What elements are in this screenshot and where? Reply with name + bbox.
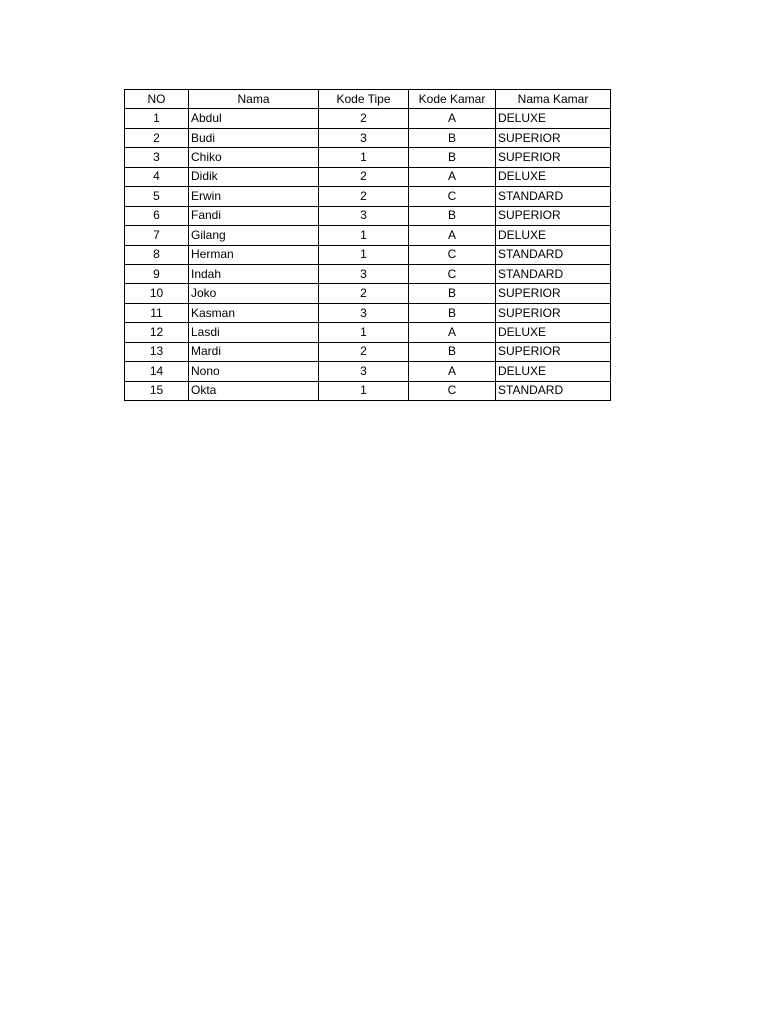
table-row	[125, 303, 611, 322]
header-nama-kamar: Nama Kamar	[496, 90, 611, 109]
table-row	[125, 128, 611, 147]
cell-kode-kamar: A	[409, 362, 496, 381]
cell-nama: Joko	[189, 284, 319, 303]
cell-nama-kamar: SUPERIOR	[496, 342, 611, 361]
table-header	[125, 90, 611, 109]
cell-nama-kamar: SUPERIOR	[496, 303, 611, 322]
cell-nama: Fandi	[189, 206, 319, 225]
cell-nama-kamar: DELUXE	[496, 362, 611, 381]
cell-kode-tipe: 1	[319, 245, 409, 264]
cell-nama: Herman	[189, 245, 319, 264]
table-row	[125, 362, 611, 381]
cell-no: 9	[125, 264, 189, 283]
cell-kode-tipe: 2	[319, 167, 409, 186]
table-row	[125, 226, 611, 245]
cell-nama-kamar: SUPERIOR	[496, 206, 611, 225]
cell-nama: Didik	[189, 167, 319, 186]
cell-nama: Abdul	[189, 109, 319, 128]
cell-no: 7	[125, 226, 189, 245]
cell-kode-kamar: A	[409, 323, 496, 342]
cell-kode-tipe: 2	[319, 187, 409, 206]
cell-kode-tipe: 1	[319, 226, 409, 245]
cell-nama: Kasman	[189, 303, 319, 322]
cell-no: 12	[125, 323, 189, 342]
cell-no: 13	[125, 342, 189, 361]
cell-no: 3	[125, 148, 189, 167]
cell-kode-kamar: B	[409, 206, 496, 225]
header-no: NO	[125, 90, 189, 109]
cell-kode-kamar: C	[409, 245, 496, 264]
cell-nama-kamar: SUPERIOR	[496, 128, 611, 147]
cell-kode-kamar: B	[409, 148, 496, 167]
cell-kode-kamar: C	[409, 264, 496, 283]
cell-nama-kamar: STANDARD	[496, 187, 611, 206]
cell-kode-kamar: A	[409, 226, 496, 245]
table-row	[125, 381, 611, 400]
cell-nama-kamar: STANDARD	[496, 381, 611, 400]
cell-kode-tipe: 3	[319, 303, 409, 322]
cell-nama-kamar: STANDARD	[496, 245, 611, 264]
cell-kode-tipe: 2	[319, 342, 409, 361]
cell-kode-tipe: 1	[319, 148, 409, 167]
table-row	[125, 342, 611, 361]
cell-kode-kamar: C	[409, 187, 496, 206]
cell-kode-kamar: B	[409, 284, 496, 303]
hotel-room-table	[124, 89, 611, 401]
table-row	[125, 167, 611, 186]
header-nama: Nama	[189, 90, 319, 109]
cell-nama: Mardi	[189, 342, 319, 361]
header-row	[125, 90, 611, 109]
cell-nama-kamar: SUPERIOR	[496, 284, 611, 303]
cell-nama-kamar: STANDARD	[496, 264, 611, 283]
cell-nama-kamar: DELUXE	[496, 167, 611, 186]
cell-nama: Indah	[189, 264, 319, 283]
cell-kode-kamar: A	[409, 167, 496, 186]
cell-no: 1	[125, 109, 189, 128]
table-row	[125, 245, 611, 264]
cell-no: 10	[125, 284, 189, 303]
cell-nama: Erwin	[189, 187, 319, 206]
cell-nama: Lasdi	[189, 323, 319, 342]
table-row	[125, 206, 611, 225]
cell-no: 8	[125, 245, 189, 264]
cell-nama: Nono	[189, 362, 319, 381]
table-row	[125, 109, 611, 128]
cell-no: 4	[125, 167, 189, 186]
cell-kode-tipe: 3	[319, 128, 409, 147]
cell-no: 2	[125, 128, 189, 147]
table-row	[125, 264, 611, 283]
cell-kode-kamar: C	[409, 381, 496, 400]
cell-no: 15	[125, 381, 189, 400]
cell-no: 5	[125, 187, 189, 206]
cell-no: 11	[125, 303, 189, 322]
cell-kode-tipe: 2	[319, 284, 409, 303]
cell-nama-kamar: DELUXE	[496, 323, 611, 342]
table-row	[125, 148, 611, 167]
table-row	[125, 284, 611, 303]
cell-kode-tipe: 2	[319, 109, 409, 128]
cell-kode-kamar: B	[409, 128, 496, 147]
table-row	[125, 187, 611, 206]
cell-nama: Okta	[189, 381, 319, 400]
cell-no: 14	[125, 362, 189, 381]
cell-no: 6	[125, 206, 189, 225]
cell-kode-kamar: B	[409, 342, 496, 361]
cell-kode-tipe: 1	[319, 381, 409, 400]
cell-kode-tipe: 3	[319, 206, 409, 225]
cell-nama: Chiko	[189, 148, 319, 167]
cell-nama: Budi	[189, 128, 319, 147]
cell-nama-kamar: DELUXE	[496, 226, 611, 245]
cell-nama: Gilang	[189, 226, 319, 245]
cell-kode-tipe: 3	[319, 362, 409, 381]
header-kode-kamar: Kode Kamar	[409, 90, 496, 109]
cell-nama-kamar: DELUXE	[496, 109, 611, 128]
table-row	[125, 323, 611, 342]
cell-kode-tipe: 3	[319, 264, 409, 283]
cell-kode-kamar: A	[409, 109, 496, 128]
header-kode-tipe: Kode Tipe	[319, 90, 409, 109]
table-body	[125, 109, 611, 401]
cell-kode-tipe: 1	[319, 323, 409, 342]
cell-nama-kamar: SUPERIOR	[496, 148, 611, 167]
cell-kode-kamar: B	[409, 303, 496, 322]
